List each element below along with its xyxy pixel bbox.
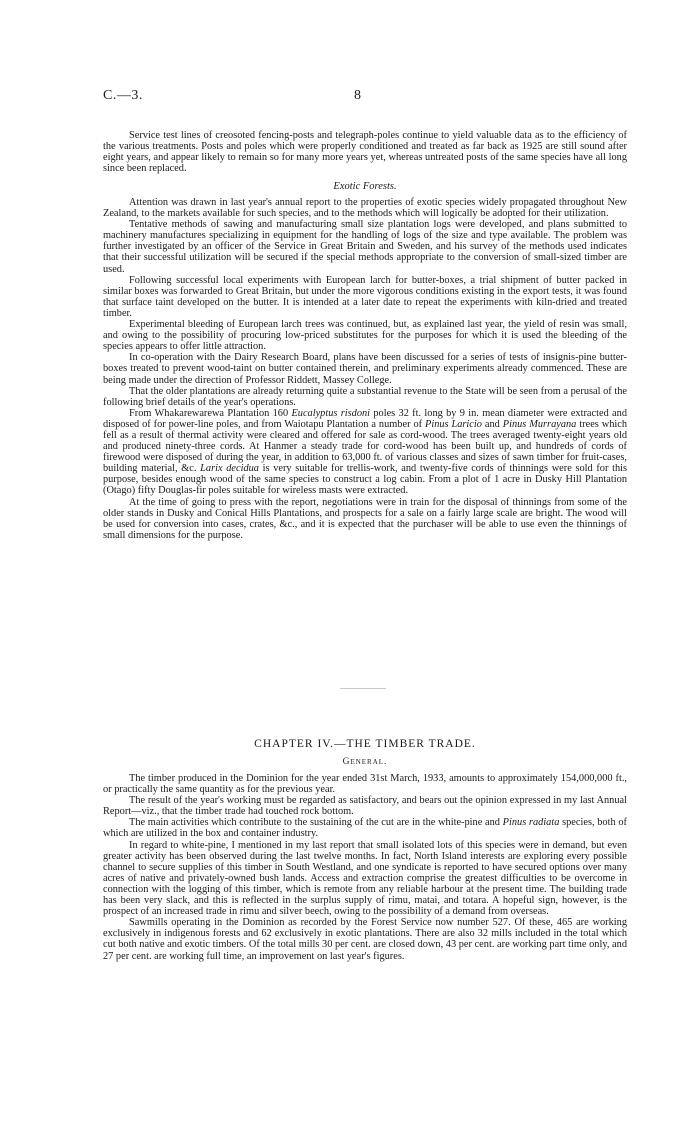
text-run: From Whakarewarewa Plantation 160 — [129, 407, 292, 419]
species-name: Pinus radiata — [502, 817, 560, 829]
paragraph: Attention was drawn in last year's annual report to the properties of exotic species widely propagated throughout New Zealand, to the markets available for such species, and to the methods which will logically be adopted for their utilization. — [103, 197, 627, 220]
paragraph: The timber produced in the Dominion for the year ended 31st March, 1933, amounts to approximately 154,000,000 ft., or practically the same quantity as for the previous year. — [103, 773, 627, 796]
timber-trade-body — [103, 773, 627, 962]
page-number: 8 — [354, 88, 361, 103]
species-name: Eucalyptus risdoni — [291, 407, 371, 419]
text-run: species, both of which are utilized in the box and container industry. — [103, 817, 627, 840]
chapter-subheading-block — [103, 756, 627, 768]
paragraph-main-activities — [103, 817, 627, 839]
text-run: and — [481, 418, 503, 430]
paragraph: Experimental bleeding of European larch trees was continued, but, as explained last year, the yield of resin was small, and owing to the possibility of procuring low-priced substitutes for the purposes for which it is used the bleeding of the species appears to offer little attraction. — [103, 319, 627, 353]
paragraph: Following successful local experiments with European larch for butter-boxes, a trial shipment of butter packed in similar boxes was forwarded to Great Britain, but under the more vigorous conditions existing in the export tests, it was found that surface taint developed on the butter. It is intended at a later date to repeat the experiments with kiln-dried and treated timber. — [103, 274, 627, 319]
chapter-title: CHAPTER IV.—THE TIMBER TRADE. — [254, 738, 476, 750]
text-run: The main activities which contribute to the sustaining of the cut are in the white-pine and — [129, 817, 503, 829]
service-test-paragraph: Service test lines of creosoted fencing-posts and telegraph-poles continue to yield valuable data as to the efficiency of the various treatments. Posts and poles which were properly conditioned and treated as far back as 1925 are still sound after eight years, and appear likely to remain so for many more years yet, whereas untreated posts of the same species have all long since been replaced. — [103, 130, 627, 175]
exotic-forests-body — [103, 197, 627, 541]
text-run: is very suitable for trellis-work, and twenty-five cords of thinnings were sold for this purpose, besides enough wood of the same species to construct a log cabin. From a plot of 1 acre in Dusky Hill Plantation (Otago) fifty Douglas-fir poles suitable for wireless masts were extracted. — [103, 463, 628, 497]
document-code: C.—3. — [103, 88, 143, 103]
exotic-forests-section — [103, 181, 627, 193]
paragraph: In regard to white-pine, I mentioned in my last report that small isolated lots of this species were in demand, but even greater activity has been observed during the last twelve months. In fact, North Island interests are exploring every possible channel to secure supplies of this timber in South Westland, and one syndicate is reported to have secured options over many acres of native and privately-owned bush lands. Access and extraction comprise the greatest difficulties to be overcome in connection with the logging of this timber, which is remote from any reliable harbour at the present time. The building trade has been very slack, and this is reflected in the surplus supply of rimu, matai, and totara. A hopeful sign, however, is the prospect of an increased trade in rimu and silver beech, owing to the possibility of a demand from overseas. — [103, 839, 627, 918]
paragraph: Tentative methods of sawing and manufacturing small size plantation logs were developed, and plans submitted to machinery manufactures specializing in equipment for the handling of logs of the size and type available. The problem was further investigated by an officer of the Service in Great Britain and Sweden, and his survey of the methods used indicates that their successful utilization will be secured if the special methods appropriate to the conversion of small-sized timber are used. — [103, 219, 627, 275]
species-name: Larix decidua — [200, 463, 259, 475]
paragraph: At the time of going to press with the report, negotiations were in train for the disposal of thinnings from some of the older stands in Dusky and Conical Hills Plantations, and prospects for a sale on a fairly large scale are bright. The wood will be used for conversion into cases, crates, &c., and it is expected that the purchaser will be able to use even the thinnings of small dimensions for the purpose. — [103, 496, 627, 541]
species-name: Pinus Murrayana — [502, 418, 577, 430]
section-heading-exotic-forests: Exotic Forests. — [333, 181, 397, 192]
paragraph: The result of the year's working must be regarded as satisfactory, and bears out the opinion expressed in my last Annual Report—viz., that the timber trade had touched rock bottom. — [103, 795, 627, 818]
page-header — [103, 88, 628, 104]
species-name: Pinus Laricio — [425, 418, 482, 430]
service-test-section — [103, 130, 627, 174]
chapter-heading-block — [103, 738, 627, 751]
paragraph-plantation-operations — [103, 408, 627, 497]
section-divider — [340, 688, 386, 689]
paragraph: Sawmills operating in the Dominion as recorded by the Forest Service now number 527. Of these, 465 are working exclusively in indigenous forests and 62 exclusively in exotic plantations. There are also 32 mills included in the total which cut both native and exotic timbers. Of the total mills 30 per cent. are closed down, 43 per cent. are working part time only, and 27 per cent. are working full time, an improvement on last year's figures. — [103, 917, 627, 962]
paragraph: That the older plantations are already returning quite a substantial revenue to the State will be seen from a perusal of the following brief details of the year's operations. — [103, 385, 627, 408]
text-run: trees which fell as a result of thermal activity were cleared and offered for sale as cord-wood. The trees averaged twenty-eight years old and produced ninety-three cords. At Hanmer a steady trade for cord-wood has been built up, and hundreds of cords of firewood were disposed of during the year, in addition to 63,000 ft. of various classes and sizes of sawn timber for fruit-cases, building material, &c. — [103, 418, 628, 475]
text-run: poles 32 ft. long by 9 in. mean diameter were extracted and disposed of for power-line poles, and from Waiotapu Plantation a number of — [103, 407, 627, 430]
paragraph: In co-operation with the Dairy Research Board, plans have been discussed for a series of tests of insignis-pine butter-boxes treated to prevent wood-taint on butter contained therein, and preliminary experiments already commenced. These are being made under the direction of Professor Riddett, Massey College. — [103, 352, 627, 386]
section-subheading-general: General. — [342, 757, 388, 767]
